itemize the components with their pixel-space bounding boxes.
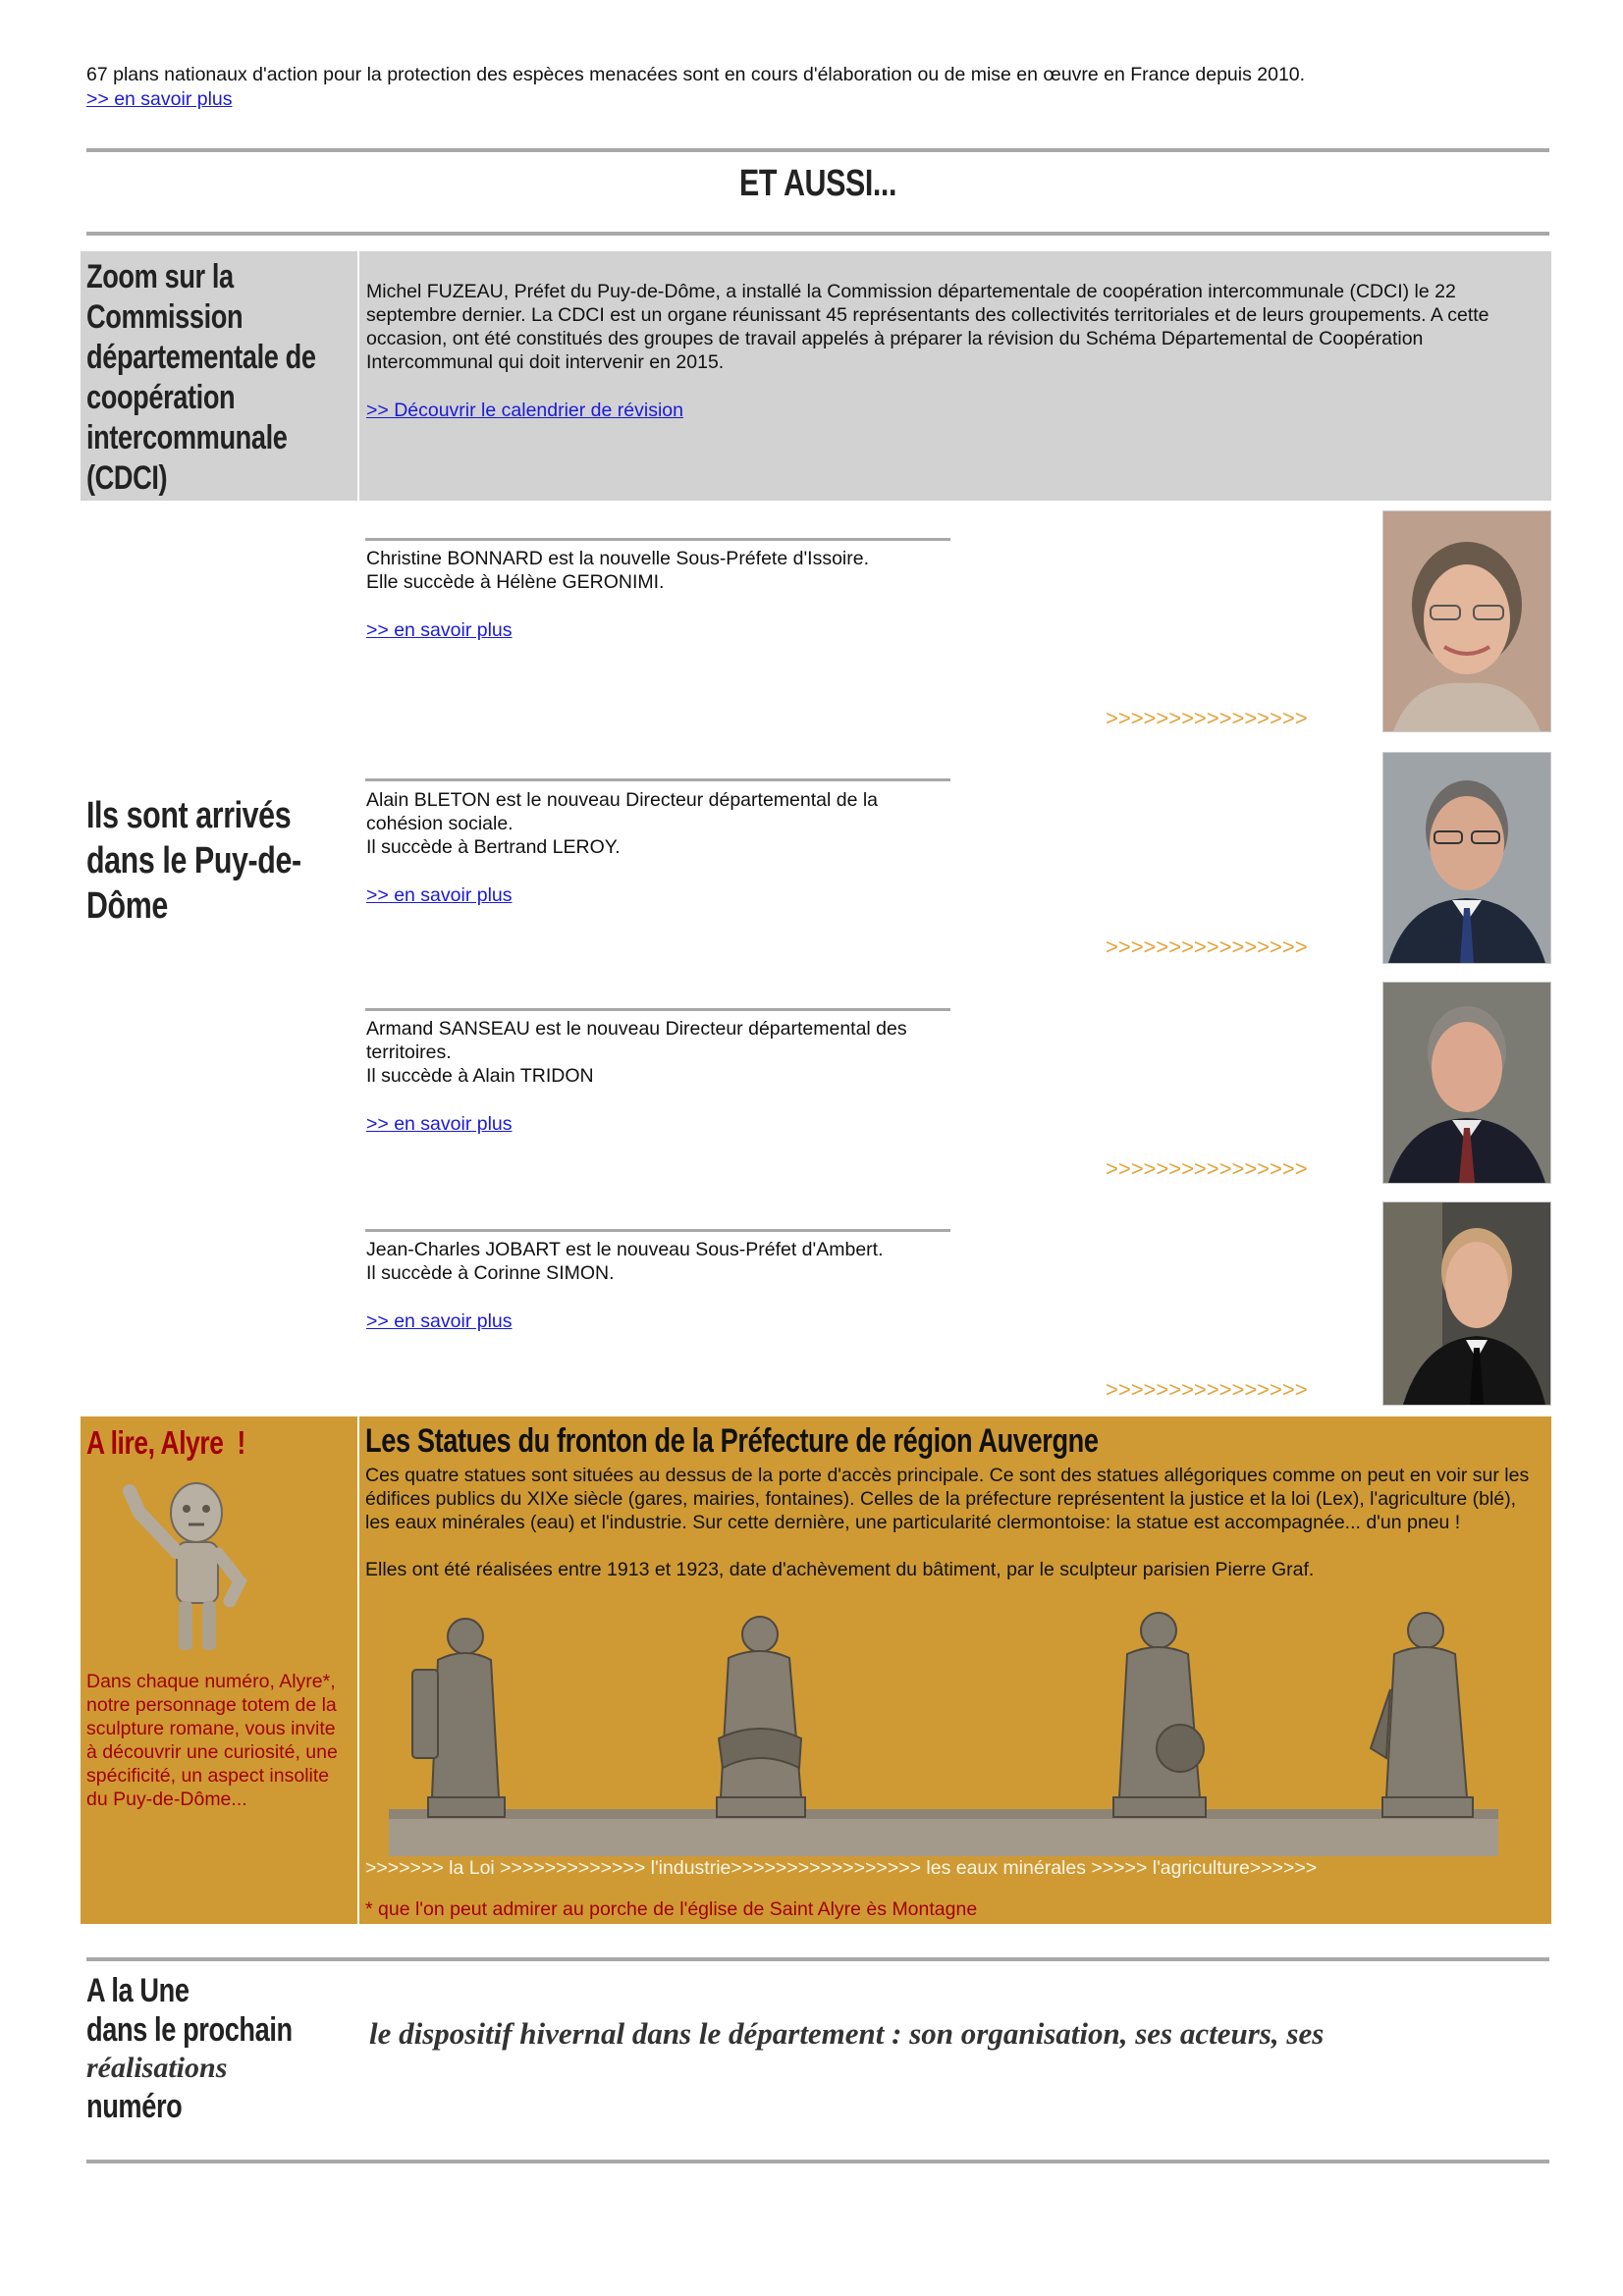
person-1-more-link[interactable]: >> en savoir plus <box>366 619 513 641</box>
next-issue-title-line: réalisations <box>86 2052 228 2084</box>
alyre-footnote: * que l'on peut admirer au porche de l'église de Saint Alyre ès Montagne <box>365 1898 978 1920</box>
alyre-side-text: Dans chaque numéro, Alyre*, notre personnage totem de la sculpture romane, vous invite à découvrir une curiosité, une spécificité, un aspect insolite du Puy-de-Dôme... <box>86 1671 338 1810</box>
arrivals-title: Ils sont arrivés dans le Puy-de-Dôme <box>86 795 301 927</box>
person-3-arrows: >>>>>>>>>>>>>>>> <box>1106 1156 1308 1181</box>
person-divider <box>365 1008 950 1011</box>
person-2-line: Il succède à Bertrand LEROY. <box>366 836 621 858</box>
person-3-more-link[interactable]: >> en savoir plus <box>366 1113 513 1135</box>
portrait-man-image <box>1383 753 1550 963</box>
alyre-article-text-2: Elles ont été réalisées entre 1913 et 1923, date d'achèvement du bâtiment, par le sculpteur parisien Pierre Graf. <box>365 1559 1315 1580</box>
next-issue-title-line: dans le prochain <box>86 2011 293 2049</box>
person-2-line: Alain BLETON est le nouveau Directeur départemental de la <box>366 789 879 811</box>
person-1-text <box>366 547 955 594</box>
person-divider <box>365 778 950 781</box>
person-3-line: Armand SANSEAU est le nouveau Directeur départemental des <box>366 1018 907 1040</box>
next-issue-title-line: numéro <box>86 2088 183 2125</box>
person-2-photo <box>1382 752 1551 964</box>
person-1-line: Christine BONNARD est la nouvelle Sous-Préfete d'Issoire. <box>366 548 870 569</box>
alyre-article-title: Les Statues du fronton de la Préfecture de région Auvergne <box>365 1422 1099 1460</box>
next-issue-title <box>86 1971 381 2126</box>
person-4-photo <box>1382 1201 1551 1406</box>
section-title-wrap <box>86 163 1549 205</box>
alyre-side-cell <box>81 1416 357 1924</box>
next-issue-text: le dispositif hivernal dans le département : son organisation, ses acteurs, ses <box>369 2016 1325 2051</box>
zoom-title-cell <box>81 251 357 501</box>
divider <box>86 232 1549 236</box>
statues-image <box>389 1601 1498 1856</box>
person-3-line: Il succède à Alain TRIDON <box>366 1065 594 1087</box>
person-3-line: territoires. <box>366 1041 452 1063</box>
alyre-title: A lire, Alyre ! <box>86 1424 245 1461</box>
alyre-statue-image <box>120 1473 277 1660</box>
person-2-more-link[interactable]: >> en savoir plus <box>366 884 513 906</box>
person-4-arrows: >>>>>>>>>>>>>>>> <box>1106 1377 1308 1402</box>
intro-text: 67 plans nationaux d'action pour la protection des espèces menacées sont en cours d'élaboration ou de mise en œuvre en France depuis 2010. <box>86 64 1306 85</box>
zoom-text: Michel FUZEAU, Préfet du Puy-de-Dôme, a installé la Commission départementale de coopération intercommunale (CDCI) le 22 septembre dernier. La CDCI est un organe réunissant 45 représentants des collectivités territoriales et de leurs groupements. A cette occasion, ont été constitués des groupes de travail appelés à préparer la révision du Schéma Départemental de Coopération Intercommunal qui doit intervenir en 2015. <box>366 281 1489 373</box>
person-4-line: Il succède à Corinne SIMON. <box>366 1262 615 1284</box>
zoom-calendar-link[interactable]: >> Découvrir le calendrier de révision <box>366 400 683 421</box>
intro-more-link[interactable]: >> en savoir plus <box>86 88 233 110</box>
person-2-line: cohésion sociale. <box>366 813 514 834</box>
divider <box>86 1957 1549 1961</box>
person-1-line: Elle succède à Hélène GERONIMI. <box>366 571 665 593</box>
portrait-man-image <box>1383 1202 1550 1405</box>
person-4-text <box>366 1238 955 1285</box>
person-1-photo <box>1382 510 1551 732</box>
zoom-title: Zoom sur la Commission départementale de coopération intercommunale (CDCI) <box>86 258 316 497</box>
divider <box>86 148 1549 152</box>
alyre-article-text: Ces quatre statues sont situées au dessus de la porte d'accès principale. Ce sont des statues allégoriques comme on peut en voir sur les édifices publics du XIXe siècle (gares, mairies, fontaines). Celles de la préfecture représentent la justice et la loi (Lex), l'agriculture (blé), les eaux minérales (eau) et l'industrie. Sur cette dernière, une particularité clermontoise: la statue est accompagnée... d'un pneu ! <box>365 1465 1530 1533</box>
zoom-content-cell <box>359 251 1551 501</box>
portrait-woman-image <box>1383 511 1550 731</box>
person-1-arrows: >>>>>>>>>>>>>>>> <box>1106 706 1308 730</box>
person-4-more-link[interactable]: >> en savoir plus <box>366 1310 513 1332</box>
statues-caption: >>>>>>> la Loi >>>>>>>>>>>>> l'industrie>>>>>>>>>>>>>>>>> les eaux minérales >>>>> l'agriculture>>>>>> <box>365 1857 1318 1879</box>
next-issue-title-line: A la Une <box>86 1972 189 2009</box>
portrait-man-image <box>1383 983 1550 1183</box>
section-title: ET AUSSI... <box>738 163 896 204</box>
person-3-text <box>366 1017 955 1088</box>
person-divider <box>365 538 950 541</box>
person-3-photo <box>1382 982 1551 1184</box>
person-4-line: Jean-Charles JOBART est le nouveau Sous-Préfet d'Ambert. <box>366 1239 884 1260</box>
person-2-arrows: >>>>>>>>>>>>>>>> <box>1106 934 1308 959</box>
person-2-text <box>366 788 955 859</box>
person-divider <box>365 1229 950 1232</box>
alyre-article-cell <box>359 1416 1551 1924</box>
divider <box>86 2160 1549 2163</box>
